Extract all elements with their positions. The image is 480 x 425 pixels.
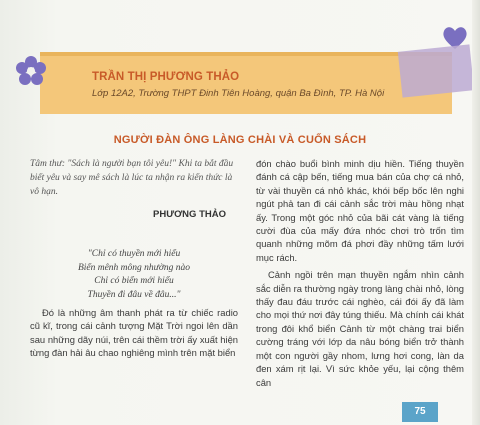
- poem-line: Biển mênh mông nhường nào: [77, 262, 191, 273]
- author-header-band: [40, 52, 452, 114]
- poem-line: Chỉ có biển mới hiểu: [94, 276, 174, 286]
- poem-line: Thuyền đi đâu về đâu...": [87, 289, 181, 300]
- flower-icon: [14, 54, 48, 88]
- header-band-edge: [40, 52, 452, 56]
- page-number: 75: [402, 402, 438, 422]
- right-column: [256, 157, 464, 389]
- article-title: NGƯỜI ĐÀN ÔNG LÀNG CHÀI VÀ CUỐN SÁCH: [113, 134, 367, 146]
- decorative-tape: [398, 44, 474, 97]
- left-column: [30, 157, 238, 360]
- poem: [30, 248, 238, 302]
- body-paragraph: đón chào buổi bình minh dịu hiền. Tiếng thuyền đánh cá cập bến, tiếng mua bán của chợ cá nhỏ, từ vài thuyền cá nhỏ khác, khói bếp bốc lên nghi ngút phả tan đi cái cảnh sắc trời màu hồng nhạt ấy. Trong một góc nhỏ của bãi cát vàng là tiếng cười đùa của mấy đứa nhóc chơi trò trốn tìm quanh những mõm đá phơi đầy những tấm lưới mục rách.: [256, 158, 464, 263]
- epigraph: Tâm thư: "Sách là người bạn tôi yêu!" Khi ta bắt đầu biết yêu và say mê sách là lúc ta nhận ra kiến thức là vô hạn.: [30, 159, 234, 197]
- author-name: TRẦN THỊ PHƯƠNG THẢO: [92, 71, 240, 83]
- body-paragraph: Cảnh ngồi trên mạn thuyền ngắm nhìn cảnh sắc diễn ra thường ngày trong làng chài nhỏ, lòng thấy đau đáu trước cái nghèo, cái đói ấy đã làm cho mọi thứ nơi đây túng thiếu. Mà chính cái khát trong đôi khổ biển Cảnh từ một chàng trai biển cường tráng với lớp da nâu bóng biển trở thành một con người gầy nhom, lưng hơi cong, làn da đen xám rịt lại. Vì sức khỏe yếu, lại cộng thêm cân: [256, 269, 464, 388]
- author-school: Lớp 12A2, Trường THPT Đinh Tiên Hoàng, quận Ba Đình, TP. Hà Nội: [92, 88, 385, 99]
- body-paragraph: Đó là những âm thanh phát ra từ chiếc radio cũ kĩ, trong cái cảnh tượng Mặt Trời ngoi lên dần sau những dãy núi, trên cái thềm trời ấy xuất hiện từng đàn hải âu chao nghiêng mình trên mặt biển: [30, 307, 238, 359]
- epigraph-author: PHƯƠNG THẢO: [153, 209, 226, 220]
- page-edge: [472, 0, 480, 425]
- poem-line: "Chỉ có thuyền mới hiểu: [87, 249, 181, 259]
